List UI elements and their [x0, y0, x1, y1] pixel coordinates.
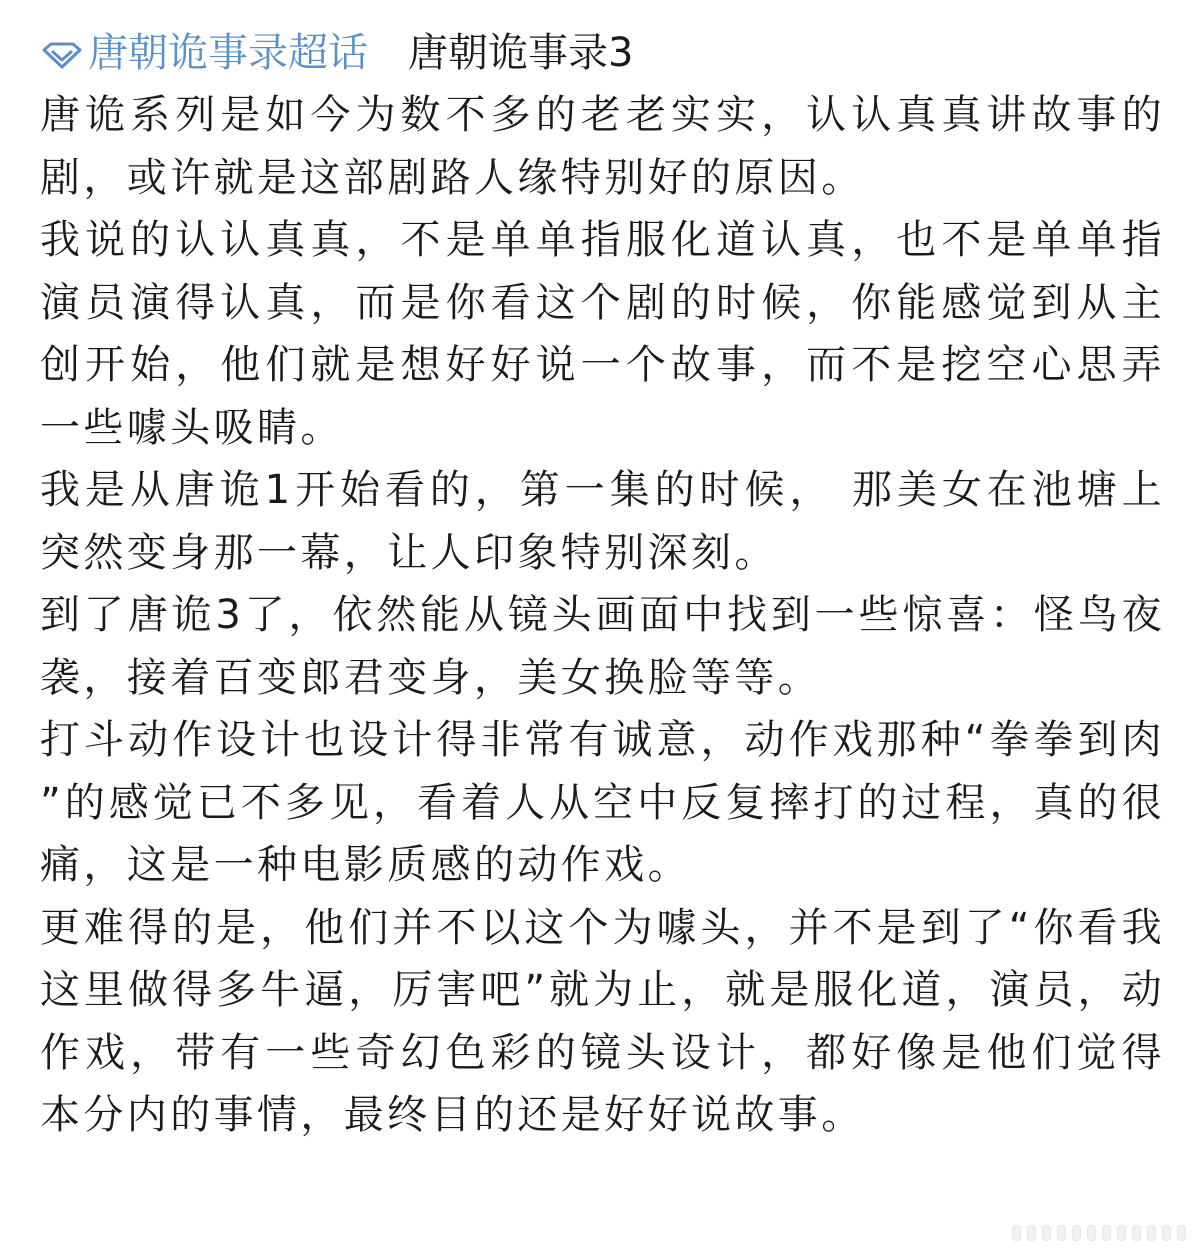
- post-body: [40, 84, 1165, 1147]
- paragraph-first-season: 我是从唐诡1开始看的，第一集的时候， 那美女在池塘上突然变身那一幕，让人印象特别深刻。: [40, 467, 1165, 576]
- show-title: 唐朝诡事录3: [408, 30, 634, 76]
- super-topic-diamond-icon: [40, 41, 84, 69]
- paragraph-intro: 唐诡系列是如今为数不多的老老实实，认认真真讲故事的剧，或许就是这部剧路人缘特别好的原因。: [40, 92, 1165, 201]
- super-topic-link[interactable]: [40, 22, 368, 84]
- watermark-bars: [1012, 1225, 1186, 1241]
- paragraph-action: 打斗动作设计也设计得非常有诚意，动作戏那种“拳拳到肉”的感觉已不多见，看着人从空中反复摔打的过程，真的很痛，这是一种电影质感的动作戏。: [40, 717, 1165, 888]
- post-card: [40, 22, 1165, 1147]
- paragraph-conclusion: 更难得的是，他们并不以这个为噱头，并不是到了“你看我这里做得多牛逼，厉害吧”就为止，就是服化道，演员，动作戏，带有一些奇幻色彩的镜头设计，都好像是他们觉得本分内的事情，最终目的还是好好说故事。: [40, 904, 1165, 1138]
- super-topic-label: 唐朝诡事录超话: [88, 30, 368, 76]
- post-header: [40, 22, 1165, 84]
- paragraph-third-season: 到了唐诡3了，依然能从镜头画面中找到一些惊喜：怪鸟夜袭，接着百变郎君变身，美女换脸等等。: [40, 592, 1165, 701]
- paragraph-seriousness: 我说的认认真真，不是单单指服化道认真，也不是单单指演员演得认真，而是你看这个剧的时候，你能感觉到从主创开始，他们就是想好好说一个故事，而不是挖空心思弄一些噱头吸睛。: [40, 217, 1165, 451]
